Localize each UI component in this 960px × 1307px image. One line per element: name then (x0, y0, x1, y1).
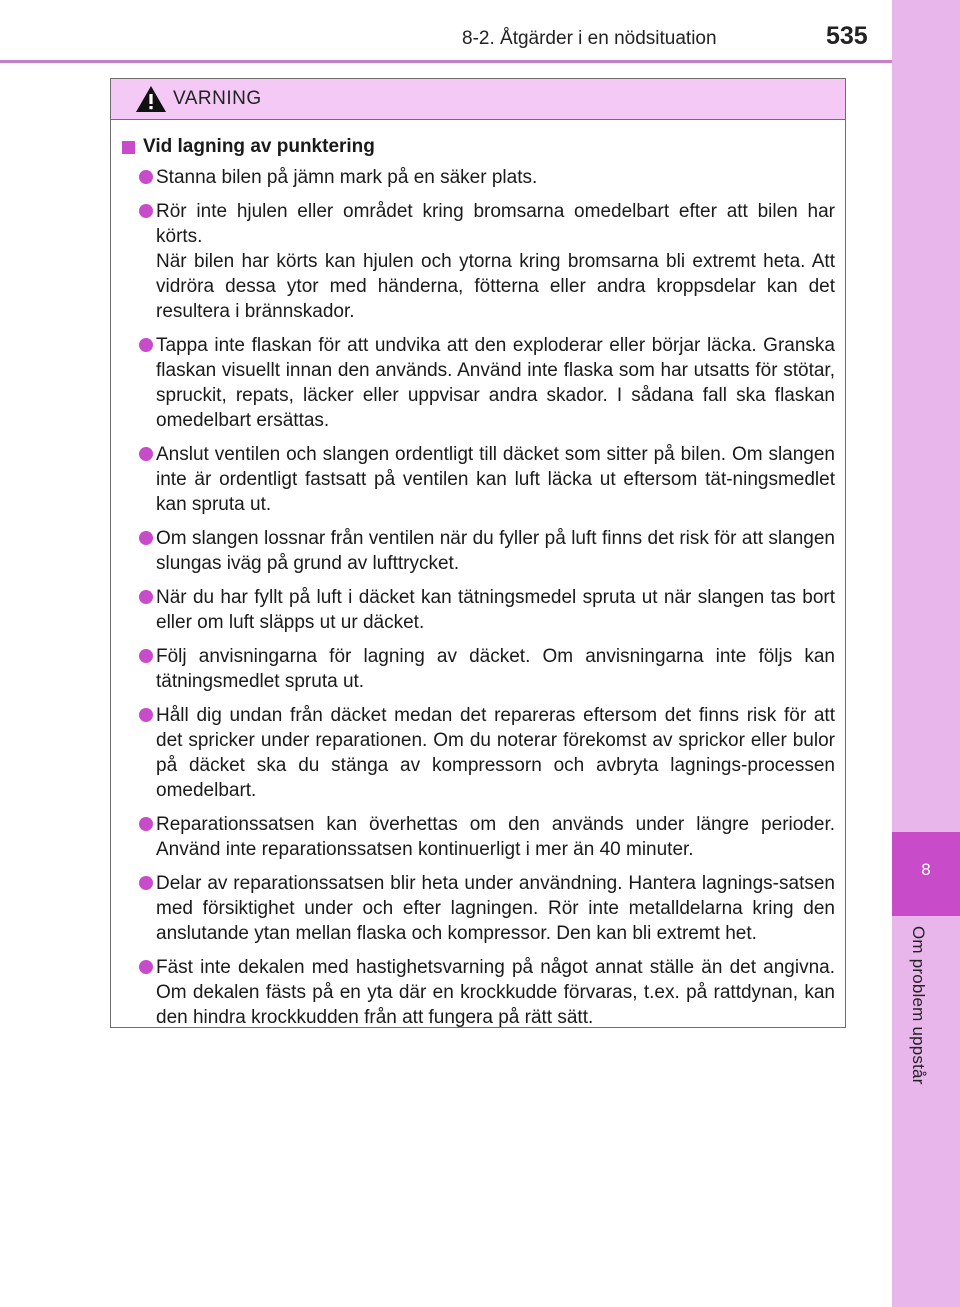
section-title (121, 136, 835, 158)
list-item: Fäst inte dekalen med hastighetsvarning på något annat ställe än det angivna. Om dekalen fästs på en yta där en krockkudde förvaras, t.ex. på rattdynan, kan den hindra krockkudden från att fungera på rätt sätt. (121, 955, 835, 1030)
round-bullet-icon (139, 447, 153, 461)
list-item: Om slangen lossnar från ventilen när du fyller på luft finns det risk för att slangen slungas iväg på grund av lufttrycket. (121, 526, 835, 576)
list-item: Följ anvisningarna för lagning av däcket. Om anvisningarna inte följs kan tätningsmedlet spruta ut. (121, 644, 835, 694)
page-number: 535 (826, 22, 868, 50)
round-bullet-icon (139, 708, 153, 722)
square-bullet-icon (122, 141, 135, 154)
round-bullet-icon (139, 960, 153, 974)
list-item: Delar av reparationssatsen blir heta under användning. Hantera lagnings-satsen med försiktighet under och efter lagningen. Rör inte metalldelarna kring den anslutande ytan mellan flaska och kompressor. Den kan bli extremt het. (121, 871, 835, 946)
round-bullet-icon (139, 338, 153, 352)
section-title-text: Vid lagning av punktering (143, 136, 375, 157)
warning-triangle-icon (135, 85, 167, 113)
warning-label: VARNING (173, 88, 262, 109)
chapter-tab[interactable] (892, 832, 960, 916)
running-header: 8-2. Åtgärder i en nödsituation (462, 28, 717, 49)
list-item: Anslut ventilen och slangen ordentligt till däcket som sitter på bilen. Om slangen inte är ordentligt fastsatt på ventilen kan luft läcka ut eftersom tät-ningsmedlet kan spruta ut. (121, 442, 835, 517)
chapter-title: Om problem uppstår (909, 926, 928, 1085)
round-bullet-icon (139, 649, 153, 663)
warning-body (111, 120, 845, 1030)
list-item: Stanna bilen på jämn mark på en säker plats. (121, 165, 835, 190)
chapter-number: 8 (921, 860, 931, 879)
list-item: Reparationssatsen kan överhettas om den används under längre perioder. Använd inte reparationssatsen kontinuerligt i mer än 40 minuter. (121, 812, 835, 862)
round-bullet-icon (139, 817, 153, 831)
round-bullet-icon (139, 590, 153, 604)
round-bullet-icon (139, 531, 153, 545)
round-bullet-icon (139, 170, 153, 184)
list-item: Håll dig undan från däcket medan det repareras eftersom det finns risk för att det spricker under reparationen. Om du noterar förekomst av sprickor eller bulor på däcket ska du stänga av kompressorn och avbryta lagnings-processen omedelbart. (121, 703, 835, 803)
warning-list (121, 165, 835, 1030)
side-tab (892, 0, 960, 1307)
round-bullet-icon (139, 204, 153, 218)
warning-header (111, 79, 845, 120)
list-item: När du har fyllt på luft i däcket kan tätningsmedel spruta ut när slangen tas bort eller om luft släpps ut ur däcket. (121, 585, 835, 635)
header-rule (0, 60, 892, 63)
list-item: Tappa inte flaskan för att undvika att den exploderar eller börjar läcka. Granska flaskan visuellt innan den används. Använd inte flaska som har utsatts för stötar, spruckit, repats, läcker eller uppvisar andra skador. I sådana fall ska flaskan omedelbart ersättas. (121, 333, 835, 433)
round-bullet-icon (139, 876, 153, 890)
warning-box (110, 78, 846, 1028)
list-item: Rör inte hjulen eller området kring bromsarna omedelbart efter att bilen har körts. När bilen har körts kan hjulen och ytorna kring bromsarna bli extremt heta. Att vidröra dessa ytor med händerna, fötterna eller andra kroppsdelar kan det resultera i brännskador. (121, 199, 835, 324)
